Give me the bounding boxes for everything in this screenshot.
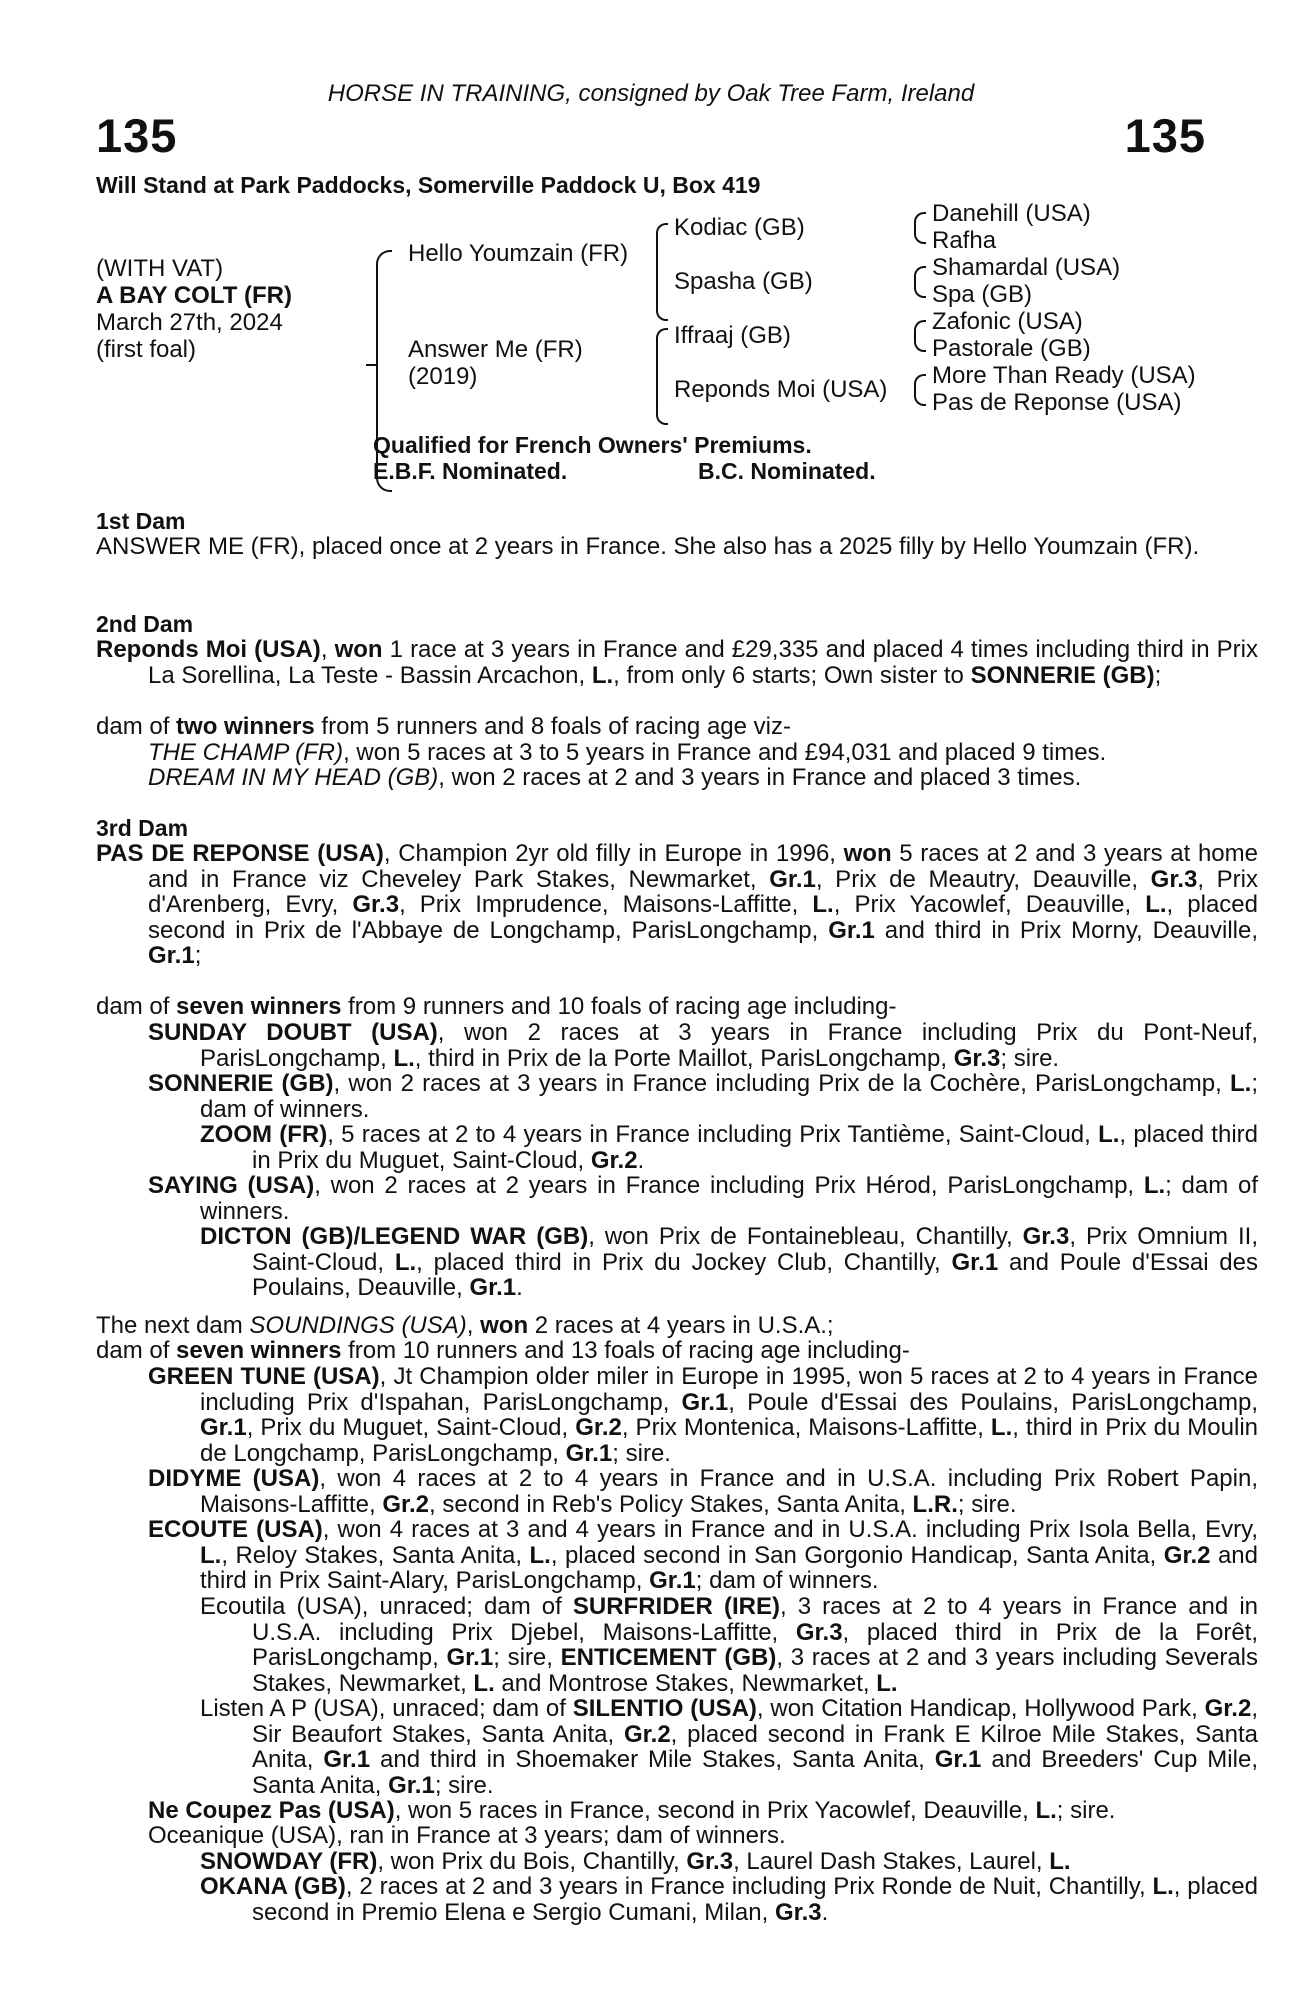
second-dam-text: Reponds Moi (USA), won 1 race at 3 years in France and £29,335 and placed 4 times including third in Prix La Sorellina, La Teste - Bassin Arcachon, L., from only 6 starts; Own sister to SONNERIE (GB); bbox=[96, 636, 1259, 689]
sds: Shamardal (USA) bbox=[932, 254, 1121, 281]
produce-zoom: ZOOM (FR), 5 races at 2 to 4 years in France including Prix Tantième, Saint-Cloud, L., placed third in Prix du Muguet, Saint-Cloud, Gr.2. bbox=[200, 1121, 1258, 1174]
dam: Answer Me (FR) bbox=[408, 336, 583, 363]
pedigree-brace-dam bbox=[656, 328, 668, 425]
next-dam-produce: dam of seven winners from 10 runners and 13 foals of racing age including- bbox=[96, 1337, 910, 1364]
sss: Danehill (USA) bbox=[932, 200, 1091, 227]
dsd: Pastorale (GB) bbox=[932, 335, 1091, 362]
produce-ecoutila: Ecoutila (USA), unraced; dam of SURFRIDER (IRE), 3 races at 2 to 4 years in France and in U.S.A. including Prix Djebel, Maisons-Laffitte, Gr.3, placed third in Prix de la Forêt, ParisLongchamp, Gr.1; sire, ENTICEMENT (GB), 3 races at 2 and 3 years including Severals Stakes, Newmarket, L. and Montrose Stakes, Newmarket, L. bbox=[200, 1593, 1259, 1697]
dss: Zafonic (USA) bbox=[932, 308, 1083, 335]
dam-dam: Reponds Moi (USA) bbox=[674, 376, 888, 403]
produce-listen-a-p: Listen A P (USA), unraced; dam of SILENTIO (USA), won Citation Handicap, Hollywood Park, Gr.2, Sir Beaufort Stakes, Santa Anita, Gr.2, placed second in Frank E Kilroe Mile Stakes, Santa Anita, Gr.1 and third in Shoemaker Mile Stakes, Santa Anita, Gr.1 and Breeders' Cup Mile, Santa Anita, Gr.1; sire. bbox=[200, 1695, 1258, 1799]
pedigree-brace-1 bbox=[914, 212, 926, 244]
dam-year: (2019) bbox=[408, 363, 478, 390]
produce-green-tune: GREEN TUNE (USA), Jt Champion older miler in Europe in 1995, won 5 races at 2 to 4 years in France including Prix d'Ispahan, ParisLongchamp, Gr.1, Poule d'Essai des Poulains, ParisLongchamp, Gr.1, Prix du Muguet, Saint-Cloud, Gr.2, Prix Montenica, Maisons-Laffitte, L., third in Prix du Moulin de Longchamp, ParisLongchamp, Gr.1; sire. bbox=[148, 1363, 1259, 1467]
produce-ecoute: ECOUTE (USA), won 4 races at 3 and 4 years in France and in U.S.A. including Prix Isola Bella, Evry, L., Reloy Stakes, Santa Anita, L., placed second in San Gorgonio Handicap, Santa Anita, Gr.2 and third in Prix Saint-Alary, ParisLongchamp, Gr.1; dam of winners. bbox=[148, 1516, 1258, 1594]
french-premiums: Qualified for French Owners' Premiums. bbox=[373, 432, 812, 458]
first-dam-text: ANSWER ME (FR), placed once at 2 years in France. She also has a 2025 filly by Hello Youmzain (FR). bbox=[96, 533, 1200, 560]
sire-sire: Kodiac (GB) bbox=[674, 214, 805, 241]
third-dam-heading: 3rd Dam bbox=[96, 815, 189, 841]
produce-okana: OKANA (GB), 2 races at 2 and 3 years in France including Prix Ronde de Nuit, Chantilly, L., placed second in Premio Elena e Sergio Cumani, Milan, Gr.3. bbox=[200, 1873, 1258, 1926]
second-dam-produce: dam of two winners from 5 runners and 8 foals of racing age viz- bbox=[96, 713, 791, 740]
ebf-nominated: E.B.F. Nominated. bbox=[373, 458, 568, 484]
produce-ne-coupez-pas: Ne Coupez Pas (USA), won 5 races in France, second in Prix Yacowlef, Deauville, L.; sire. bbox=[148, 1797, 1116, 1824]
vat-label: (WITH VAT) bbox=[96, 255, 224, 282]
sire-dam: Spasha (GB) bbox=[674, 268, 813, 295]
produce-sonnerie: SONNERIE (GB), won 2 races at 3 years in France including Prix de la Cochère, ParisLongchamp, L.; dam of winners. bbox=[148, 1070, 1258, 1123]
pedigree-brace-4 bbox=[914, 374, 926, 406]
next-dam-line: The next dam SOUNDINGS (USA), won 2 races at 4 years in U.S.A.; bbox=[96, 1312, 834, 1339]
produce-oceanique: Oceanique (USA), ran in France at 3 years; dam of winners. bbox=[148, 1822, 786, 1849]
second-dam-heading: 2nd Dam bbox=[96, 611, 194, 637]
foaled-date: March 27th, 2024 bbox=[96, 309, 283, 336]
dam-sire: Iffraaj (GB) bbox=[674, 322, 791, 349]
foal-note: (first foal) bbox=[96, 336, 197, 363]
third-dam-produce: dam of seven winners from 9 runners and 10 foals of racing age including- bbox=[96, 993, 897, 1020]
third-dam-text: PAS DE REPONSE (USA), Champion 2yr old filly in Europe in 1996, won 5 races at 2 and 3 years at home and in France viz Cheveley Park Stakes, Newmarket, Gr.1, Prix de Meautry, Deauville, Gr.3, Prix d'Arenberg, Evry, Gr.3, Prix Imprudence, Maisons-Laffitte, L., Prix Yacowlef, Deauville, L., placed second in Prix de l'Abbaye de Longchamp, ParisLongchamp, Gr.1 and third in Prix Morny, Deauville, Gr.1; bbox=[96, 840, 1259, 969]
sire: Hello Youmzain (FR) bbox=[408, 240, 629, 267]
dds: More Than Ready (USA) bbox=[932, 362, 1196, 389]
pedigree-brace-sire bbox=[656, 223, 668, 321]
first-dam-heading: 1st Dam bbox=[96, 508, 186, 534]
ddd: Pas de Reponse (USA) bbox=[932, 389, 1182, 416]
consignment-line: HORSE IN TRAINING, consigned by Oak Tree Farm, Ireland bbox=[327, 80, 975, 107]
produce-sunday-doubt: SUNDAY DOUBT (USA), won 2 races at 3 years in France including Prix du Pont-Neuf, ParisLongchamp, L., third in Prix de la Porte Maillot, ParisLongchamp, Gr.3; sire. bbox=[148, 1019, 1258, 1072]
produce-dicton: DICTON (GB)/LEGEND WAR (GB), won Prix de Fontainebleau, Chantilly, Gr.3, Prix Omnium II, Saint-Cloud, L., placed third in Prix du Jockey Club, Chantilly, Gr.1 and Poule d'Essai des Poulains, Deauville, Gr.1. bbox=[200, 1223, 1258, 1301]
lot-number-left: 135 bbox=[96, 109, 178, 162]
produce-didyme: DIDYME (USA), won 4 races at 2 to 4 years in France and in U.S.A. including Prix Robert Papin, Maisons-Laffitte, Gr.2, second in Reb's Policy Stakes, Santa Anita, L.R.; sire. bbox=[148, 1465, 1258, 1518]
sdd: Spa (GB) bbox=[932, 281, 1033, 308]
pedigree-brace-3 bbox=[914, 320, 926, 352]
ssd: Rafha bbox=[932, 227, 997, 254]
subject-name: A BAY COLT (FR) bbox=[96, 282, 292, 309]
lot-number-right: 135 bbox=[1124, 109, 1206, 162]
produce-dream-in-my-head: DREAM IN MY HEAD (GB), won 2 races at 2 and 3 years in France and placed 3 times. bbox=[148, 764, 1082, 791]
standing-location: Will Stand at Park Paddocks, Somerville Paddock U, Box 419 bbox=[96, 172, 761, 198]
produce-the-champ: THE CHAMP (FR), won 5 races at 3 to 5 years in France and £94,031 and placed 9 times. bbox=[148, 739, 1107, 766]
produce-snowday: SNOWDAY (FR), won Prix du Bois, Chantilly, Gr.3, Laurel Dash Stakes, Laurel, L. bbox=[200, 1848, 1071, 1875]
produce-saying: SAYING (USA), won 2 races at 2 years in France including Prix Hérod, ParisLongchamp, L.; dam of winners. bbox=[148, 1172, 1258, 1225]
bc-nominated: B.C. Nominated. bbox=[698, 458, 876, 484]
pedigree-brace-2 bbox=[914, 266, 926, 298]
